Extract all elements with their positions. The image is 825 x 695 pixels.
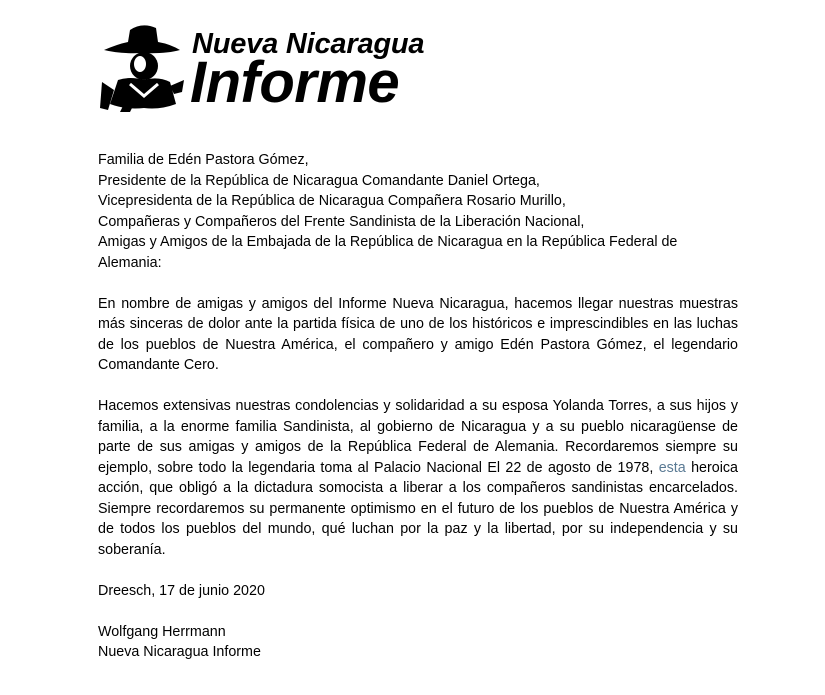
condolence-paragraph: En nombre de amigas y amigos del Informe Nueva Nicaragua, hacemos llegar nuestras muestras más sinceras de dolor ante la partida física de uno de los históricos e imprescindibles en las luchas de los pueblos de Nuestra América, el compañero y amigo Edén Pastora Gómez, el legendario Comandante Cero. [98,295,738,373]
addressee-block [98,150,738,273]
sandino-silhouette-icon [100,20,184,112]
letter-date: Dreesch, 17 de junio 2020 [98,582,265,599]
highlighted-word: esta [658,459,686,476]
signature-name: Wolfgang Herrmann [98,623,226,640]
addressee-line: Familia de Edén Pastora Gómez, [98,152,309,168]
addressee-line: Presidente de la República de Nicaragua Comandante Daniel Ortega, [98,172,540,189]
logo-title-line2: Informe [190,50,400,115]
remembrance-text-start: Hacemos extensivas nuestras condolencias y solidaridad a su esposa Yolanda Torres, a sus hijos y familia, a la enorme familia Sandinista, al gobierno de Nicaragua y a su pueblo nicaragüense de parte de sus amigas y amigos de la República Federal de Alemania. Recordaremos siempre su ejemplo, sobre todo la legendaria toma al Palacio Nacional El 22 de agosto de 1978, [98,398,738,476]
addressee-line: Vicepresidenta de la República de Nicaragua Compañera Rosario Murillo, [98,193,566,209]
remembrance-paragraph [98,396,738,560]
addressee-line: Compañeras y Compañeros del Frente Sandinista de la Liberación Nacional, [98,213,585,230]
addressee-line: Amigas y Amigos de la Embajada de la República de Nicaragua en la República Federal de Alemania: [98,234,678,271]
signature-org: Nueva Nicaragua Informe [98,644,261,660]
logo-title-line1: Nueva Nicaragua [192,28,425,60]
logo [100,20,430,115]
remembrance-text-end: heroica acción, que obligó a la dictadura somocista a liberar a los compañeros sandinistas encarcelados. Siempre recordaremos su permanente optimismo en el futuro de los pueblos de Nuestra América y de todos los pueblos del mundo, qué luchan por la paz y la libertad, por su independencia y su soberanía. [98,459,738,558]
letter-body [98,150,738,663]
